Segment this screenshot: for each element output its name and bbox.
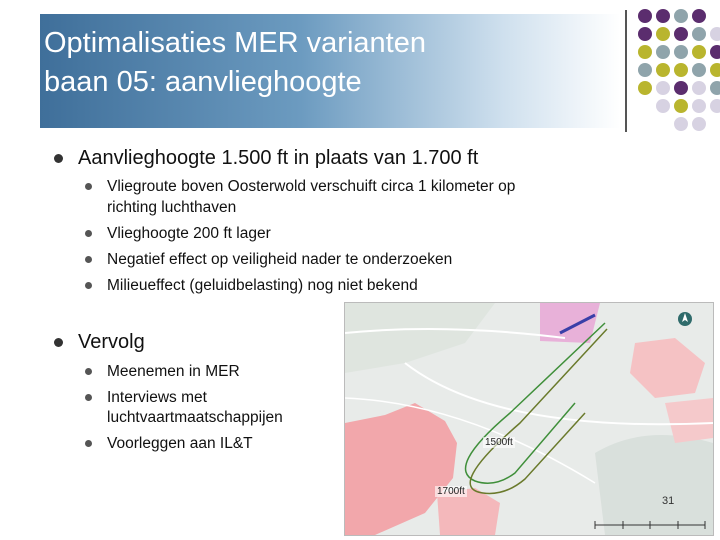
bullet-marker bbox=[85, 440, 92, 447]
sub-bullet-text: Milieueffect (geluidbelasting) nog niet bekend bbox=[107, 277, 418, 294]
sub-bullet bbox=[107, 249, 452, 270]
approach-route-map bbox=[344, 302, 714, 536]
sub-bullet bbox=[107, 433, 253, 454]
sub-bullet bbox=[107, 387, 207, 408]
sub-bullet-text: luchtvaartmaatschappijen bbox=[107, 409, 283, 426]
bullet-marker bbox=[85, 282, 92, 289]
sub-bullet bbox=[107, 361, 240, 382]
bullet-marker bbox=[85, 230, 92, 237]
bullet-item-2 bbox=[78, 331, 145, 354]
label-1500ft: 1500ft bbox=[485, 437, 513, 448]
sub-bullet-continuation bbox=[107, 407, 283, 428]
bullet-text: Vervolg bbox=[78, 331, 145, 353]
bullet-marker bbox=[85, 183, 92, 190]
sub-bullet bbox=[107, 223, 271, 244]
sub-bullet-text: Vliegroute boven Oosterwold verschuift circa 1 kilometer op bbox=[107, 178, 516, 195]
sub-bullet-text: Meenemen in MER bbox=[107, 363, 240, 380]
sub-bullet bbox=[107, 176, 515, 197]
map-water-area bbox=[595, 435, 713, 535]
bullet-marker bbox=[85, 368, 92, 375]
bullet-text: Aanvlieghoogte 1.500 ft in plaats van 1.700 ft bbox=[78, 147, 479, 169]
bullet-item-1 bbox=[78, 147, 478, 170]
map-graphic bbox=[345, 303, 713, 535]
page-number: 31 bbox=[662, 495, 675, 507]
title-line-2: baan 05: aanvlieghoogte bbox=[44, 66, 362, 98]
sub-bullet-text: Interviews met bbox=[107, 389, 207, 406]
sub-bullet-text: richting luchthaven bbox=[107, 199, 237, 216]
bullet-marker bbox=[54, 338, 63, 347]
label-1700ft: 1700ft bbox=[437, 486, 465, 497]
sub-bullet bbox=[107, 275, 418, 296]
bullet-marker bbox=[85, 256, 92, 263]
bullet-marker bbox=[54, 154, 63, 163]
sub-bullet-continuation bbox=[107, 197, 236, 218]
sub-bullet-text: Negatief effect op veiligheid nader te onderzoeken bbox=[107, 251, 453, 268]
sub-bullet-text: Voorleggen aan IL&T bbox=[107, 435, 253, 452]
title-line-1: Optimalisaties MER varianten bbox=[44, 27, 426, 59]
bullet-marker bbox=[85, 394, 92, 401]
sub-bullet-text: Vlieghoogte 200 ft lager bbox=[107, 225, 271, 242]
